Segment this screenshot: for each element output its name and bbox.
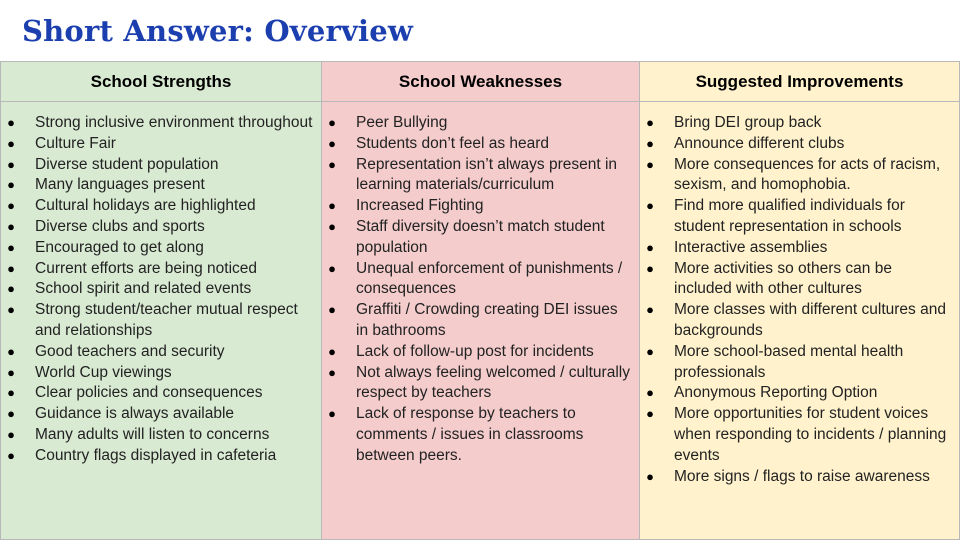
bullet-icon: ● — [328, 260, 336, 276]
bullet-icon: ● — [328, 364, 336, 380]
list-item — [1, 134, 313, 155]
list-item-text: Clear policies and consequences — [35, 384, 263, 402]
list-item-text: Find more qualified individuals for student representation in schools — [674, 197, 905, 235]
bullet-icon: ● — [646, 156, 654, 172]
bullet-icon: ● — [7, 135, 15, 151]
list-item-text: Strong student/teacher mutual respect and relationships — [35, 301, 298, 339]
bullet-icon: ● — [7, 447, 15, 463]
list-item-text: Good teachers and security — [35, 342, 225, 360]
list-item-text: Anonymous Reporting Option — [674, 384, 878, 402]
list-item — [640, 113, 951, 134]
list-item — [322, 342, 631, 363]
bullet-icon: ● — [646, 302, 654, 318]
list-item-text: Guidance is always available — [35, 405, 235, 423]
list-item — [322, 134, 631, 155]
list-item — [640, 342, 951, 384]
strengths-cell — [0, 102, 322, 540]
bullet-icon: ● — [646, 135, 654, 151]
list-item — [1, 279, 313, 300]
list-item — [1, 342, 313, 363]
header-improvements: Suggested Improvements — [640, 61, 960, 102]
list-item — [640, 196, 951, 238]
list-item-text: Bring DEI group back — [674, 114, 822, 131]
overview-table — [0, 61, 960, 540]
list-item — [322, 196, 631, 217]
list-item-text: Many languages present — [35, 176, 205, 194]
bullet-icon: ● — [7, 177, 15, 193]
list-item-text: More school-based mental health professionals — [674, 342, 904, 381]
bullet-icon: ● — [646, 239, 654, 255]
bullet-icon: ● — [328, 406, 336, 422]
list-item — [640, 238, 951, 259]
list-item — [1, 196, 313, 217]
bullet-icon: ● — [7, 426, 15, 442]
list-item-text: Cultural holidays are highlighted — [35, 197, 256, 215]
list-item-text: Students don’t feel as heard — [356, 134, 550, 152]
bullet-icon: ● — [7, 218, 15, 234]
bullet-icon: ● — [646, 406, 654, 422]
list-item-text: Diverse student population — [35, 155, 219, 173]
list-item-text: More classes with different cultures and backgrounds — [674, 301, 946, 339]
list-item — [1, 404, 313, 425]
bullet-icon: ● — [646, 198, 654, 214]
list-item — [640, 300, 951, 342]
bullet-icon: ● — [328, 115, 336, 130]
bullet-icon: ● — [7, 343, 15, 359]
header-weaknesses: School Weaknesses — [322, 61, 640, 102]
bullet-icon: ● — [7, 239, 15, 255]
bullet-icon: ● — [328, 156, 336, 172]
bullet-icon: ● — [646, 468, 654, 484]
list-item-text: More consequences for acts of racism, sexism, and homophobia. — [674, 155, 941, 194]
list-item — [1, 383, 313, 404]
bullet-icon: ● — [7, 302, 15, 318]
list-item — [640, 404, 951, 466]
list-item — [1, 217, 313, 238]
list-item-text: Peer Bullying — [356, 114, 448, 131]
list-item — [640, 383, 951, 404]
bullet-icon: ● — [646, 385, 654, 401]
slide-title: Short Answer: Overview — [22, 14, 414, 48]
bullet-icon: ● — [7, 364, 15, 380]
list-item — [322, 404, 631, 466]
weaknesses-list — [322, 102, 639, 467]
list-item-text: Culture Fair — [35, 134, 116, 152]
header-strengths: School Strengths — [0, 61, 322, 102]
improvements-cell — [640, 102, 960, 540]
bullet-icon: ● — [7, 260, 15, 276]
bullet-icon: ● — [646, 343, 654, 359]
list-item — [1, 363, 313, 384]
list-item — [1, 300, 313, 342]
list-item-text: Representation isn’t always present in learning materials/curriculum — [356, 155, 618, 194]
list-item-text: Many adults will listen to concerns — [35, 425, 270, 443]
list-item — [640, 155, 951, 197]
list-item — [1, 175, 313, 196]
list-item-text: More activities so others can be included with other cultures — [674, 259, 892, 298]
bullet-icon: ● — [7, 385, 15, 401]
list-item-text: School spirit and related events — [35, 280, 252, 298]
bullet-icon: ● — [328, 343, 336, 359]
list-item-text: More signs / flags to raise awareness — [674, 467, 930, 485]
list-item-text: Graffiti / Crowding creating DEI issues in bathrooms — [356, 301, 618, 339]
list-item-text: Lack of response by teachers to comments / issues in classrooms between peers. — [356, 405, 584, 464]
weaknesses-cell — [322, 102, 640, 540]
list-item — [1, 446, 313, 467]
bullet-icon: ● — [328, 135, 336, 151]
list-item-text: Encouraged to get along — [35, 238, 204, 256]
bullet-icon: ● — [7, 156, 15, 172]
list-item-text: Interactive assemblies — [674, 238, 828, 256]
list-item-text: World Cup viewings — [35, 363, 172, 381]
list-item-text: Staff diversity doesn’t match student population — [356, 217, 605, 256]
list-item-text: Strong inclusive environment throughout — [35, 114, 313, 131]
list-item — [322, 155, 631, 197]
list-item-text: Not always feeling welcomed / culturally respect by teachers — [356, 363, 630, 402]
list-item — [640, 467, 951, 488]
list-item — [1, 113, 313, 134]
bullet-icon: ● — [328, 198, 336, 214]
list-item-text: Current efforts are being noticed — [35, 259, 258, 277]
list-item — [322, 113, 631, 134]
list-item — [322, 300, 631, 342]
strengths-list — [1, 102, 321, 467]
bullet-icon: ● — [646, 260, 654, 276]
bullet-icon: ● — [328, 302, 336, 318]
improvements-list — [640, 102, 959, 487]
list-item — [322, 217, 631, 259]
list-item-text: Increased Fighting — [356, 197, 484, 215]
bullet-icon: ● — [7, 115, 15, 130]
list-item — [1, 259, 313, 280]
list-item — [322, 259, 631, 301]
list-item-text: Lack of follow-up post for incidents — [356, 342, 594, 360]
bullet-icon: ● — [7, 281, 15, 297]
list-item-text: More opportunities for student voices when responding to incidents / planning events — [674, 405, 947, 464]
list-item — [1, 155, 313, 176]
list-item — [1, 238, 313, 259]
list-item — [640, 259, 951, 301]
bullet-icon: ● — [7, 198, 15, 214]
list-item — [1, 425, 313, 446]
list-item-text: Diverse clubs and sports — [35, 217, 205, 235]
bullet-icon: ● — [7, 406, 15, 422]
list-item-text: Unequal enforcement of punishments / consequences — [356, 259, 623, 298]
list-item — [322, 363, 631, 405]
list-item-text: Announce different clubs — [674, 134, 845, 152]
bullet-icon: ● — [328, 218, 336, 234]
list-item-text: Country flags displayed in cafeteria — [35, 446, 277, 464]
list-item — [640, 134, 951, 155]
bullet-icon: ● — [646, 115, 654, 130]
